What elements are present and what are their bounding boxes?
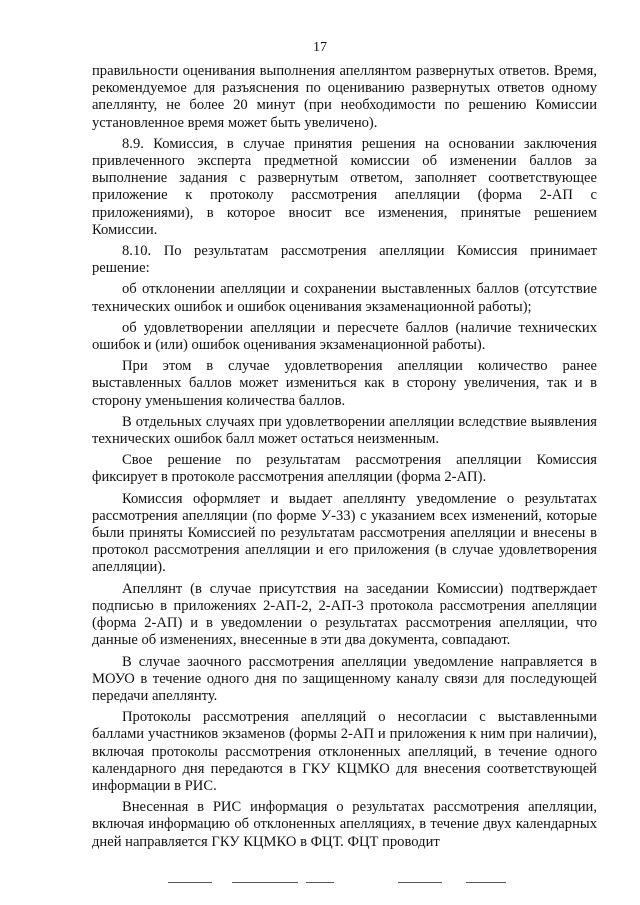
- footer-rule: [306, 882, 334, 883]
- paragraph-protocol-record: Свое решение по результатам рассмотрения апелляции Комиссия фиксирует в протоколе рассмотрения апелляции (форма 2-АП).: [92, 452, 597, 486]
- paragraph-signature: Апеллянт (в случае присутствия на заседании Комиссии) подтверждает подписью в приложениях 2-АП-2, 2-АП-3 протокола рассмотрения апелляции (форма 2-АП) и в уведомлении о результатах рассмотрения апелляции, что данные об изменениях, внесенные в эти два документа, совпадают.: [92, 580, 597, 649]
- paragraph-ris-info: Внесенная в РИС информация о результатах рассмотрения апелляции, включая информацию об отклоненных апелляциях, в течение двух календарных дней направляется ГКУ КЦМКО в ФЦТ. ФЦТ проводит: [92, 799, 597, 850]
- paragraph-8-9: 8.9. Комиссия, в случае принятия решения на основании заключения привлеченного эксперта предметной комиссии об изменении баллов за выполнение задания с развернутым ответом, заполняет соответствующее приложение к протоколу рассмотрения апелляции (форма 2-АП с приложениями), в которое вносит все изменения, принятые решением Комиссии.: [92, 135, 597, 238]
- document-body: [92, 63, 597, 855]
- footer-rule: [466, 882, 506, 883]
- footer-rule: [168, 882, 212, 883]
- paragraph-remote-review: В случае заочного рассмотрения апелляции уведомление направляется в МОУО в течение одного дня по защищенному каналу связи для последующей передачи апеллянту.: [92, 653, 597, 704]
- footer-rule: [232, 882, 298, 883]
- paragraph-score-change: При этом в случае удовлетворения апелляции количество ранее выставленных баллов может измениться как в сторону увеличения, так и в сторону уменьшения количества баллов.: [92, 358, 597, 409]
- paragraph-score-unchanged: В отдельных случаях при удовлетворении апелляции вследствие выявления технических ошибок балл может остаться неизменным.: [92, 413, 597, 448]
- page-number: 17: [313, 40, 327, 55]
- paragraph-continuation: правильности оценивания выполнения апеллянтом развернутых ответов. Время, рекомендуемое для разъяснения по оцениванию развернутых ответов одному апеллянту, не более 20 минут (при необходимости по решению Комиссии установленное время может быть увеличено).: [92, 63, 597, 131]
- paragraph-notification: Комиссия оформляет и выдает апеллянту уведомление о результатах рассмотрения апелляции (по форме У-33) с указанием всех изменений, которые были приняты Комиссией по результатам рассмотрения апелляции и внесены в протокол рассмотрения апелляции и его приложения (в случае удовлетворения апелляции).: [92, 490, 597, 576]
- paragraph-decision-reject: об отклонении апелляции и сохранении выставленных баллов (отсутствие технических ошибок и ошибок оценивания экзаменационной работы);: [92, 281, 597, 315]
- paragraph-protocol-transfer: Протоколы рассмотрения апелляций о несогласии с выставленными баллами участников экзаменов (формы 2-АП и приложения к ним при наличии), включая протоколы рассмотрения отклоненных апелляций, в течение одного календарного дня передаются в ГКУ КЦМКО для внесения соответствующей информации в РИС.: [92, 709, 597, 794]
- footer-rule: [398, 882, 442, 883]
- paragraph-decision-accept: об удовлетворении апелляции и пересчете баллов (наличие технических ошибок и (или) ошибок оценивания экзаменационной работы).: [92, 319, 597, 354]
- paragraph-8-10: 8.10. По результатам рассмотрения апелляции Комиссия принимает решение:: [92, 243, 597, 277]
